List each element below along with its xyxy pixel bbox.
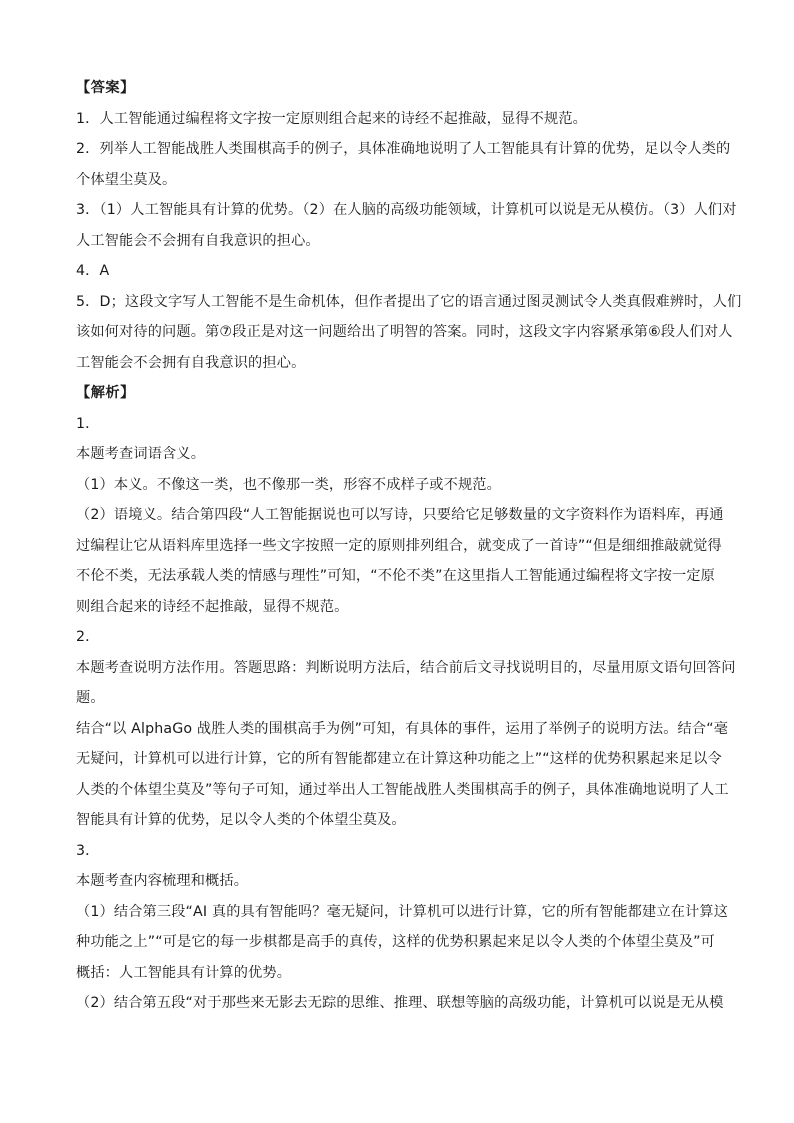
analysis-line-17: （1）结合第三段“AI 真的具有智能吗？毫无疑问，计算机可以进行计算，它的所有智能都建立在计算这 xyxy=(76,903,729,920)
analysis-line-4: （2）语境义。结合第四段“人工智能据说也可以写诗，只要给它足够数量的文字资料作为语料库，再通 xyxy=(76,507,724,523)
answer-line-3: 个体望尘莫及。 xyxy=(76,171,177,188)
analysis-line-12: 无疑问，计算机可以进行计算，它的所有智能都建立在计算这种功能之上”“这样的优势积累起来足以令 xyxy=(76,751,722,767)
analysis-line-16: 本题考查内容梳理和概括。 xyxy=(76,873,249,889)
answer-line-6: 4．A xyxy=(76,263,110,279)
answer-line-2: 2．列举人工智能战胜人类围棋高手的例子，具体准确地说明了人工智能具有计算的优势，足以令人类的 xyxy=(76,141,731,157)
answer-line-8: 该如何对待的问题。第⑦段正是对这一问题给出了明智的答案。同时，这段文字内容紧承第⑥段人们对人 xyxy=(76,324,733,340)
answer-heading: 【答案】 xyxy=(76,80,135,96)
analysis-line-15: 3． xyxy=(76,842,100,859)
analysis-line-3: （1）本义。不像这一类，也不像那一类，形容不成样子或不规范。 xyxy=(76,476,501,493)
analysis-line-18: 种功能之上”“可是它的每一步棋都是高手的真传，这样的优势积累起来足以令人类的个体望尘莫及”可 xyxy=(76,934,716,950)
analysis-line-11: 结合“以 AlphaGo 战胜人类的围棋高手为例”可知，有具体的事件，运用了举例子的说明方法。结合“毫 xyxy=(76,720,729,737)
analysis-line-6: 不伦不类，无法承载人类的情感与理性”可知，“不伦不类”在这里指人工智能通过编程将文字按一定原 xyxy=(76,568,716,584)
analysis-line-9: 本题考查说明方法作用。答题思路：判断说明方法后，结合前后文寻找说明目的，尽量用原文语句回答问 xyxy=(76,659,736,676)
analysis-line-1: 1． xyxy=(76,415,100,432)
analysis-line-2: 本题考查词语含义。 xyxy=(76,446,206,462)
answer-line-9: 工智能会不会拥有自我意识的担心。 xyxy=(76,354,306,371)
analysis-line-5: 过编程让它从语料库里选择一些文字按照一定的原则排列组合，就变成了一首诗”“但是细细推敲就觉得 xyxy=(76,537,722,554)
analysis-line-19: 概括：人工智能具有计算的优势。 xyxy=(76,964,292,981)
analysis-line-20: （2）结合第五段“对于那些来无影去无踪的思维、推理、联想等脑的高级功能，计算机可以说是无从模 xyxy=(76,995,724,1011)
answer-line-4: 3．（1）人工智能具有计算的优势。（2）在人脑的高级功能领域，计算机可以说是无从模仿。（3）人们对 xyxy=(76,202,737,218)
answer-line-7: 5．D；这段文字写人工智能不是生命机体，但作者提出了它的语言通过图灵测试令人类真假难辨时，人们 xyxy=(76,293,742,310)
answer-line-5: 人工智能会不会拥有自我意识的担心。 xyxy=(76,232,320,249)
analysis-line-14: 智能具有计算的优势，足以令人类的个体望尘莫及。 xyxy=(76,812,406,828)
answer-line-1: 1．人工智能通过编程将文字按一定原则组合起来的诗经不起推敲，显得不规范。 xyxy=(76,110,587,127)
analysis-line-13: 人类的个体望尘莫及”等句子可知，通过举出人工智能战胜人类围棋高手的例子，具体准确地说明了人工 xyxy=(76,781,729,798)
analysis-line-8: 2． xyxy=(76,629,100,645)
analysis-line-7: 则组合起来的诗经不起推敲，显得不规范。 xyxy=(76,598,349,615)
analysis-heading: 【解析】 xyxy=(76,385,135,401)
analysis-line-10: 题。 xyxy=(76,690,105,706)
document-page xyxy=(76,78,742,1024)
